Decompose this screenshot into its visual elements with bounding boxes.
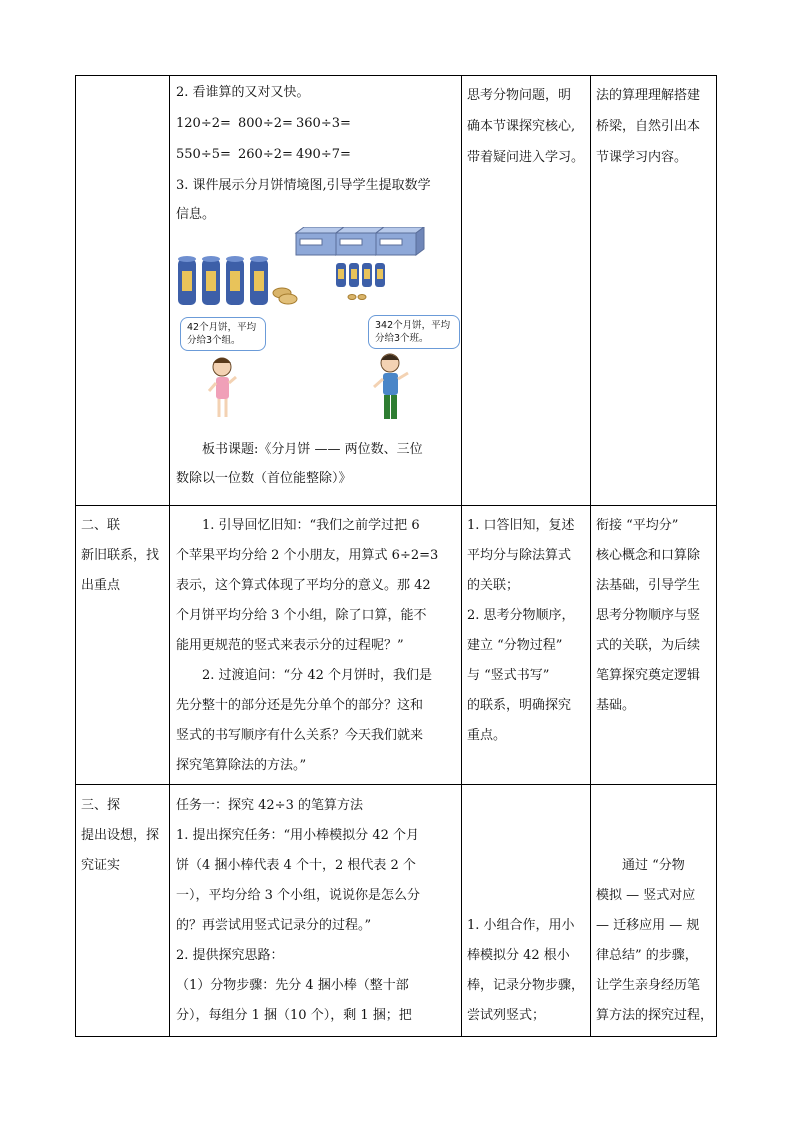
bubble-text: 342个月饼，平均 xyxy=(375,320,451,331)
text-line: （1）分物步骤：先分 4 捆小棒（整十部 xyxy=(176,978,409,993)
text-line: 1. 引导回忆旧知：“我们之前学过把 6 xyxy=(202,518,420,533)
bubble-text: 分给3个班。 xyxy=(375,333,429,344)
text-line: 先分整十的部分还是先分单个的部分？这和 xyxy=(176,698,424,713)
text-line: 与 “竖式书写” xyxy=(467,668,550,683)
text-line: 2. 提供探究思路： xyxy=(176,948,284,963)
calc-item: 800÷2= xyxy=(238,116,293,131)
text-line: 思考分物问题，明 xyxy=(467,88,572,103)
mooncake-tube-icon xyxy=(226,256,244,305)
row3-activity-cell xyxy=(176,791,458,1031)
text-line: 思考分物顺序与竖 xyxy=(596,608,701,623)
calc-item: 120÷2= xyxy=(176,116,231,131)
row3-stage-cell xyxy=(81,791,167,881)
text-line: 1. 小组合作，用小 xyxy=(467,918,575,933)
text-line: 桥梁，自然引出本 xyxy=(596,119,701,134)
row3-student-cell xyxy=(467,911,587,1031)
text-line: 通过 “分物 xyxy=(622,858,685,873)
boy-figure-icon xyxy=(374,354,408,419)
text-line: 确本节课探究核心, xyxy=(467,119,576,134)
text-line: 带着疑问进入学习。 xyxy=(467,150,585,165)
column-divider xyxy=(169,75,170,1037)
text-line: 1. 提出探究任务：“用小棒模拟分 42 个月 xyxy=(176,828,419,843)
mooncake-box-icon xyxy=(376,227,424,255)
text-line: 饼（4 捆小棒代表 4 个十，2 根代表 2 个 xyxy=(176,858,416,873)
text-line: 式的关联，为后续 xyxy=(596,638,701,653)
text-line: 的？再尝试用竖式记录分的过程。” xyxy=(176,918,372,933)
table-border-bottom xyxy=(75,1036,717,1037)
text-line: 尝试列竖式； xyxy=(467,1008,546,1023)
text-line: 的关联； xyxy=(467,578,520,593)
loose-mooncake-icon xyxy=(273,288,297,304)
row3-intent-cell xyxy=(596,851,714,1031)
text-line: 2. 思考分物顺序， xyxy=(467,608,575,623)
calc-item: 360÷3= xyxy=(296,116,351,131)
text-line: 个苹果平均分给 2 个小朋友，用算式 6÷2=3 xyxy=(176,548,439,563)
text-line: 笔算探究奠定逻辑 xyxy=(596,668,701,683)
table-border-right xyxy=(716,75,717,1037)
calc-item: 550÷5= xyxy=(176,147,231,162)
text-line: 一），平均分给 3 个小组，说说你是怎么分 xyxy=(176,888,421,903)
table-border-left xyxy=(75,75,76,1037)
text-line: 的联系，明确探究 xyxy=(467,698,572,713)
text-line: 算方法的探究过程， xyxy=(596,1008,714,1023)
row1-intent-cell xyxy=(596,80,714,173)
stage-title: 二、联 xyxy=(81,518,121,533)
bubble-text: 42个月饼，平均 xyxy=(187,322,257,333)
row-divider xyxy=(75,505,717,506)
item3-line: 3. 课件展示分月饼情境图,引导学生提取数学 xyxy=(176,178,431,193)
girl-figure-icon xyxy=(209,358,236,417)
bubble-text: 分给3个组。 xyxy=(187,335,241,346)
text-line: 探究笔算除法的方法。” xyxy=(176,758,307,773)
calc-row xyxy=(176,111,458,136)
column-divider xyxy=(461,75,462,1037)
mooncake-tube-icon xyxy=(202,256,220,305)
lesson-plan-table xyxy=(75,75,717,1037)
calc-item: 490÷7= xyxy=(296,147,351,162)
text-line: 律总结” 的步骤， xyxy=(596,948,698,963)
calc-item: 260÷2= xyxy=(238,147,293,162)
text-line: 表示，这个算式体现了平均分的意义。那 42 xyxy=(176,578,431,593)
text-line: 法基础，引导学生 xyxy=(596,578,701,593)
stage-text: 究证实 xyxy=(81,858,121,873)
text-line: 分），每组分 1 捆（10 个），剩 1 捆；把 xyxy=(176,1008,412,1023)
calc-row xyxy=(176,142,458,167)
text-line: 让学生亲身经历笔 xyxy=(596,978,701,993)
text-line: 1. 口答旧知，复述 xyxy=(467,518,575,533)
text-line: 2. 过渡追问：“分 42 个月饼时，我们是 xyxy=(202,668,432,683)
stage-text: 提出设想，探 xyxy=(81,828,160,843)
column-divider xyxy=(590,75,591,1037)
stage-text: 出重点 xyxy=(81,578,121,593)
text-line: 竖式的书写顺序有什么关系？今天我们就来 xyxy=(176,728,424,743)
row1-activity-cell xyxy=(176,80,458,491)
mooncake-illustration xyxy=(176,227,458,437)
text-line: 基础。 xyxy=(596,698,636,713)
mooncake-tube-icon xyxy=(178,256,196,305)
text-line: 平均分与除法算式 xyxy=(467,548,572,563)
small-mooncake-tube-icon xyxy=(336,263,385,287)
text-line: 棒模拟分 42 根小 xyxy=(467,948,570,963)
row2-stage-cell xyxy=(81,511,167,601)
text-line: — 迁移应用 — 规 xyxy=(596,918,700,933)
row2-intent-cell xyxy=(596,511,714,721)
small-mooncake-icon xyxy=(348,295,366,300)
text-line: 能用更规范的竖式来表示分的过程呢？” xyxy=(176,638,404,653)
lesson-title-line: 数除以一位数（首位能整除）》 xyxy=(176,471,352,486)
text-line: 重点。 xyxy=(467,728,507,743)
stage-title: 三、探 xyxy=(81,798,121,813)
speech-bubble-left xyxy=(180,317,266,351)
text-line: 个月饼平均分给 3 个小组，除了口算，能不 xyxy=(176,608,427,623)
mooncake-tube-icon xyxy=(250,256,268,305)
row-divider xyxy=(75,784,717,785)
text-line: 棒，记录分物步骤， xyxy=(467,978,585,993)
text-line: 节课学习内容。 xyxy=(596,150,688,165)
lesson-title-line: 板书课题:《分月饼 —— 两位数、三位 xyxy=(202,442,423,457)
stage-text: 新旧联系，找 xyxy=(81,548,160,563)
row2-activity-cell xyxy=(176,511,458,781)
text-line: 核心概念和口算除 xyxy=(596,548,701,563)
item3-line: 信息。 xyxy=(176,207,216,222)
item2-title: 2. 看谁算的又对又快。 xyxy=(176,85,310,100)
text-line: 任务一：探究 42÷3 的笔算方法 xyxy=(176,798,363,813)
text-line: 模拟 — 竖式对应 xyxy=(596,888,696,903)
speech-bubble-right xyxy=(368,315,460,349)
text-line: 法的算理理解搭建 xyxy=(596,88,701,103)
text-line: 衔接 “平均分” xyxy=(596,518,679,533)
row2-student-cell xyxy=(467,511,587,751)
row1-student-cell xyxy=(467,80,587,173)
text-line: 建立 “分物过程” xyxy=(467,638,563,653)
table-border-top xyxy=(75,75,717,76)
